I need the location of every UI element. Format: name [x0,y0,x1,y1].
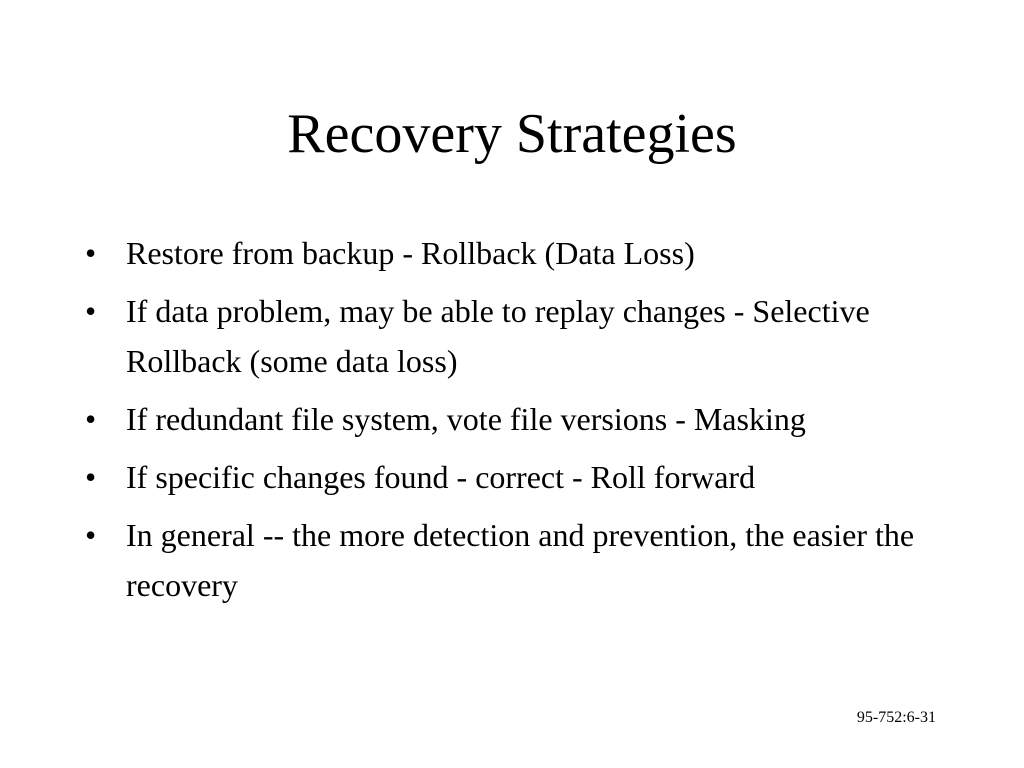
bullet-text: In general -- the more detection and prevention, the easier the recovery [126,517,915,603]
bullet-item-3 [85,394,965,444]
bullet-dot-icon: • [85,517,97,553]
bullet-dot-icon: • [85,235,97,271]
bullet-text: Restore from backup - Rollback (Data Loss) [126,235,695,271]
slide-footer-number: 95-752:6-31 [856,709,936,726]
bullet-dot-icon: • [85,459,97,495]
bullet-item-2 [85,286,965,386]
bullet-item-1 [85,228,965,278]
bullet-item-5 [85,510,965,610]
bullet-text: If specific changes found - correct - Roll forward [126,459,756,495]
bullet-text: If redundant file system, vote file versions - Masking [126,401,806,437]
bullet-dot-icon: • [85,401,97,437]
bullet-text: If data problem, may be able to replay changes - Selective Rollback (some data loss) [126,293,870,379]
slide-title: Recovery Strategies [287,103,737,165]
bullet-item-4 [85,452,965,502]
bullet-dot-icon: • [85,293,97,329]
bullet-list [85,228,965,618]
